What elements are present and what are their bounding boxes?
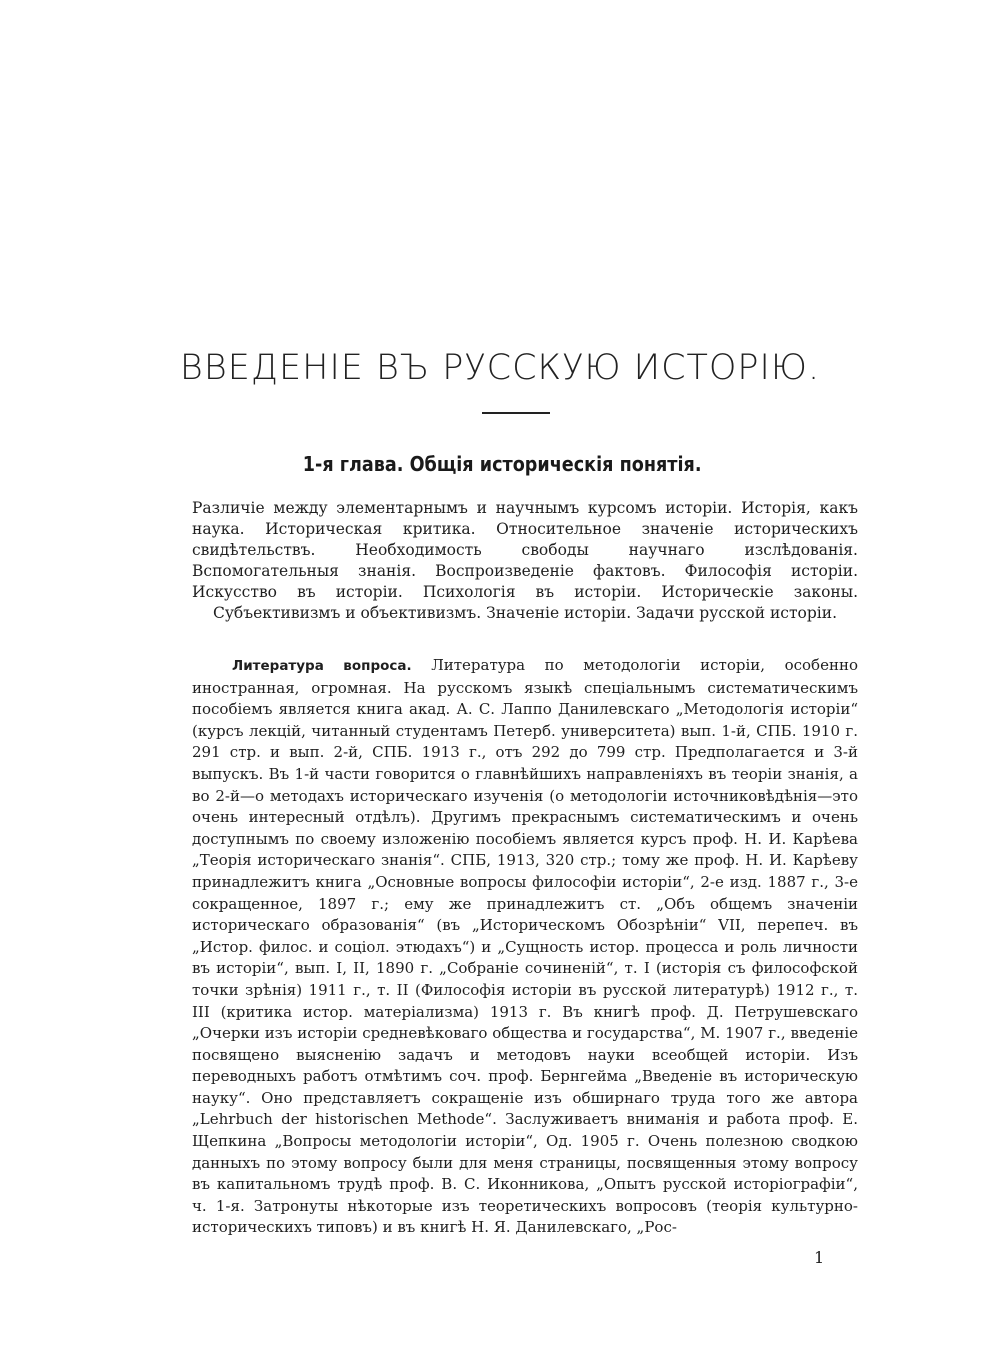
title-divider <box>482 412 550 414</box>
chapter-heading: 1-я глава. Общія историческія понятія. <box>302 452 702 476</box>
page-number: 1 <box>814 1248 825 1267</box>
chapter-summary: Различіе между элементарнымъ и научнымъ курсомъ исторіи. Исторія, какъ наука. Историческая критика. Относительное значеніе историческихъ свидѣтельствъ. Необходимость свободы научнаго изслѣдованія. Вспомогательныя знанія. Воспроизведеніе фактовъ. Философія исторіи. Искусство въ исторіи. Психологія въ исторіи. Историческіе законы. Субъективизмъ и объективизмъ. Значеніе исторіи. Задачи русской исторіи. <box>192 499 858 622</box>
literature-label: Литература вопроса. <box>232 658 412 674</box>
literature-paragraph <box>192 655 858 1239</box>
literature-text: Литература по методологіи исторіи, особенно иностранная, огромная. На русскомъ языкѣ спеціальнымъ систематическимъ пособіемъ является книга акад. А. С. Лаппо Данилевскаго „Методологія исторіи“ (курсъ лекцій, читанный студентамъ Петерб. университета) вып. 1-й, СПБ. 1910 г. 291 стр. и вып. 2-й, СПБ. 1913 г., отъ 292 до 799 стр. Предполагается и 3-й выпускъ. Въ 1-й части говорится о главнѣйшихъ направленіяхъ въ теоріи знанія, а во 2-й—о методахъ историческаго изученія (о методологіи источниковѣдѣнія—это очень интересный отдѣлъ). Другимъ прекраснымъ систематическимъ и очень доступнымъ по своему изложенію пособіемъ является курсъ проф. Н. И. Карѣева „Теорія историческаго знанія“. СПБ, 1913, 320 стр.; тому же проф. Н. И. Карѣеву принадлежитъ книга „Основные вопросы философіи исторіи“, 2-е изд. 1887 г., 3-е сокращенное, 1897 г.; ему же принадлежитъ ст. „Объ общемъ значеніи историческаго образованія“ (въ „Историческомъ Обозрѣніи“ VII, перепеч. въ „Истор. филос. и соціол. этюдахъ“) и „Сущность истор. процесса и роль личности въ исторіи“, вып. I, II, 1890 г. „Собраніе сочиненій“, т. I (исторія съ философской точки зрѣнія) 1911 г., т. II (Философія исторіи въ русской литературѣ) 1912 г., т. III (критика истор. матеріализма) 1913 г. Въ книгѣ проф. Д. Петрушевскаго „Очерки изъ исторіи средневѣковаго общества и государства“, М. 1907 г., введеніе посвящено выясненію задачъ и методовъ науки всеобщей исторіи. Изъ переводныхъ работъ отмѣтимъ соч. проф. Бернгейма „Введеніе въ историческую науку“. Оно представляетъ сокращеніе изъ обширнаго труда того же автора „Lehrbuch der historischen Methode“. Заслуживаетъ вниманія и работа проф. Е. Щепкина „Вопросы методологіи исторіи“, Од. 1905 г. Очень полезною сводкою данныхъ по этому вопросу были для меня страницы, посвященныя этому вопросу въ капитальномъ трудѣ проф. В. С. Иконникова, „Опытъ русской исторіографіи“, ч. 1-я. Затронуты нѣкоторые изъ теоретическихъ вопросовъ (теорія культурно-историческихъ типовъ) и въ книгѣ Н. Я. Данилевскаго, „Рос- <box>192 656 858 1237</box>
book-title: ВВЕДЕНІЕ ВЪ РУССКУЮ ИСТОРІЮ. <box>179 348 821 388</box>
